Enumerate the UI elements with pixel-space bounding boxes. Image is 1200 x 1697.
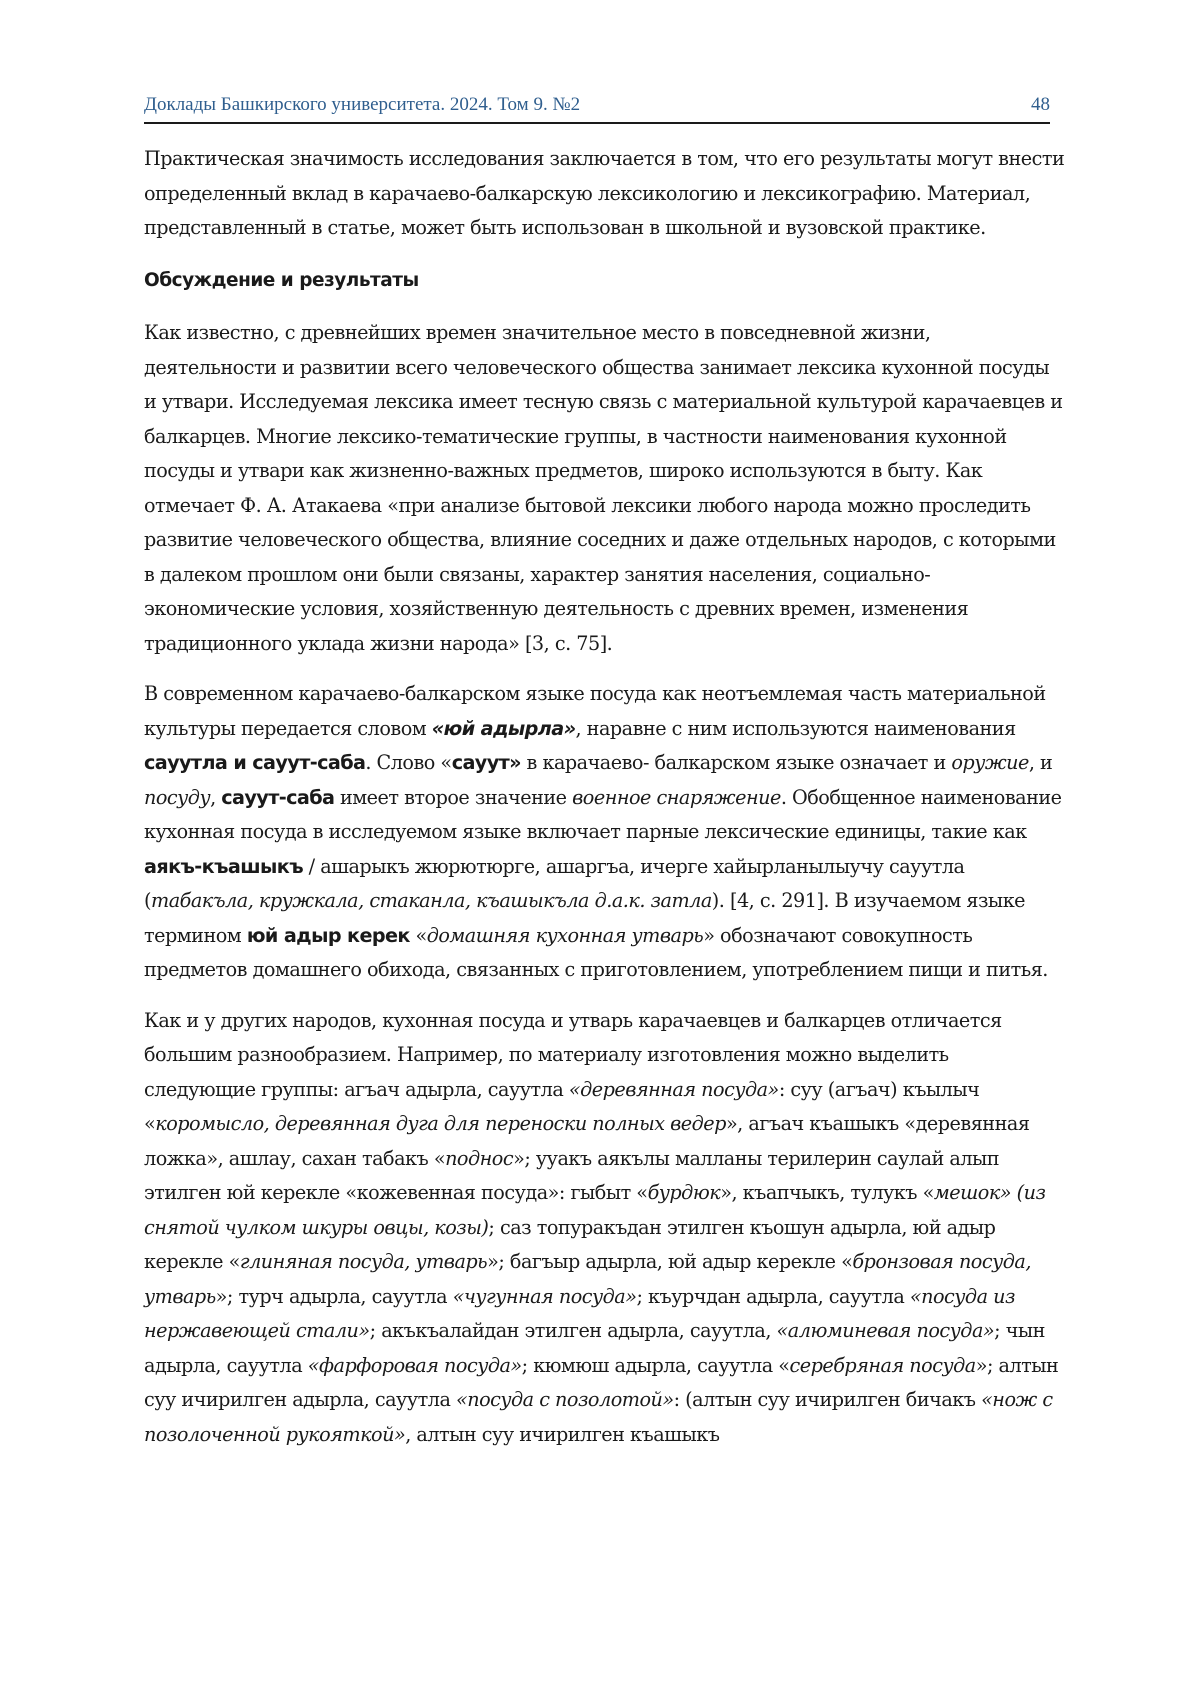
gloss: «посуда с позолотой» xyxy=(455,1388,674,1411)
text-run: : (алтын суу ичирилген бичакъ xyxy=(673,1388,982,1411)
text-run: / ашарыкъ жюрютюрге, ашаргъа, ичерге хайырланылыучу сауутла ( xyxy=(144,854,965,912)
text-run: ; саз топуракъдан этилген къошун адырла, юй адыр керекле « xyxy=(144,1215,996,1273)
text-run: », агъач къашыкъ «деревянная ложка», ашлау, сахан табакъ « xyxy=(144,1112,1030,1170)
text-run: имеет второе значение xyxy=(334,785,573,809)
term-sauut: сауут» xyxy=(451,751,521,774)
text-run: ). [4, с. 291]. В изучаемом языке термином xyxy=(144,889,1026,947)
gloss: поднос xyxy=(445,1146,514,1170)
gloss: бурдюк xyxy=(647,1181,721,1204)
paragraph-terms xyxy=(144,677,1065,988)
text-run: , наравне с ним используются наименования xyxy=(575,716,1016,740)
gloss: «посуда из нержавеющей стали» xyxy=(144,1284,1015,1342)
paragraph-practical-significance: Практическая значимость исследования заключается в том, что его результаты могут внести определенный вклад в карачаево-балкарскую лексикологию и лексикографию. Материал, представленный в статье, может быть использован в школьной и вузовской практике. xyxy=(144,147,1065,239)
gloss-domashnyaya: домашняя кухонная утварь xyxy=(426,923,704,947)
text-run: , xyxy=(210,785,222,809)
text-run: . Обобщенное наименование кухонная посуда в исследуемом языке включает парные лексические единицы, такие как xyxy=(144,785,1062,843)
gloss: глиняная посуда, утварь xyxy=(239,1250,488,1273)
gloss: «фарфоровая посуда» xyxy=(307,1353,522,1377)
page-number: 48 xyxy=(1031,94,1050,115)
text-run: . Слово « xyxy=(365,751,452,774)
article-body xyxy=(144,142,1065,1468)
gloss: серебряная посуда xyxy=(789,1353,976,1377)
gloss-oruzhie: оружие xyxy=(951,751,1029,774)
term-sauutla: сауутла и сауут-саба xyxy=(144,751,366,774)
gloss: бронзовая посуда, утварь xyxy=(144,1250,1031,1308)
text-run: , и xyxy=(1028,751,1053,774)
gloss-voennoe: военное снаряжение xyxy=(572,785,781,809)
text-run: »; багъыр адырла, юй адыр керекле « xyxy=(487,1250,853,1273)
journal-title: Доклады Башкирского университета. 2024. Том 9. №2 xyxy=(144,94,581,115)
section-heading: Обсуждение и результаты xyxy=(144,269,419,291)
running-header xyxy=(144,92,1050,124)
gloss: коромысло, деревянная дуга для переноски полных ведер xyxy=(155,1112,726,1135)
text-run: »; алтын суу ичирилген адырла, сауутла xyxy=(144,1353,1059,1411)
gloss: «нож с позолоченной рукояткой» xyxy=(144,1388,1053,1446)
text-run: »; турч адырла, сауутла xyxy=(215,1284,453,1308)
text-run: » обозначают совокупность предметов домашнего обихода, связанных с приготовлением, употреблением пищи и питья. xyxy=(144,923,1048,981)
paragraph-materials xyxy=(144,1004,1065,1453)
text-run: ; кюмюш адырла, сауутла « xyxy=(521,1353,790,1377)
text-run: : суу (агъач) къылыч « xyxy=(144,1077,980,1135)
text-run: , алтын суу ичирилген къашыкъ xyxy=(405,1422,720,1446)
term-sauut-saba: сауут-саба xyxy=(221,785,335,809)
text-run: »; ууакъ аякълы малланы терилерин саулай алып этилген юй керекле «кожевенная посуда»: гыбыт « xyxy=(144,1146,1000,1204)
text-run: ; акъкъалайдан этилген адырла, сауутла, xyxy=(369,1319,777,1342)
gloss: «деревянная посуда» xyxy=(568,1077,779,1101)
term-yuy-adyr-kerek: юй адыр керек xyxy=(246,923,410,947)
gloss: «чугунная посуда» xyxy=(452,1284,637,1308)
text-run: В современном карачаево-балкарском языке посуда как неотъемлемая часть материальной культуры передается словом xyxy=(144,682,1046,740)
term-yuy-adyrla: «юй адырла» xyxy=(431,716,576,740)
text-run: ; къурчдан адырла, сауутла xyxy=(636,1284,910,1308)
term-ayak-kashyk: аякъ-къашыкъ xyxy=(144,854,304,878)
gloss: «алюминевая посуда» xyxy=(776,1319,995,1342)
gloss-tabakla: табакъла, кружкала, стаканла, къашыкъла д.а.к. затла xyxy=(151,889,712,912)
gloss-posudu: посуду xyxy=(144,785,211,809)
text-run: ; чын адырла, сауутла xyxy=(144,1319,1045,1377)
gloss: мешок» (из снятой чулком шкуры овцы, козы) xyxy=(144,1181,1046,1239)
paragraph-introduction: Как известно, с древнейших времен значительное место в повседневной жизни, деятельности и развитии всего человеческого общества занимает лексика кухонной посуды и утвари. Исследуемая лексика имеет тесную связь с материальной культурой карачаевцев и балкарцев. Многие лексико-тематические группы, в частности наименования кухонной посуды и утвари как жизненно-важных предметов, широко используются в быту. Как отмечает Ф. А. Атакаева «при анализе бытовой лексики любого народа можно проследить развитие человеческого общества, влияние соседних и даже отдельных народов, с которыми в далеком прошлом они были связаны, характер занятия населения, социально-экономические условия, хозяйственную деятельность с древних времен, изменения традиционного уклада жизни народа» [3, с. 75]. xyxy=(144,321,1063,655)
text-run: в карачаево- балкарском языке означает и xyxy=(520,751,952,774)
text-run: « xyxy=(409,923,427,947)
text-run: », къапчыкъ, тулукъ « xyxy=(720,1181,934,1204)
text-run: Как и у других народов, кухонная посуда и утварь карачаевцев и балкарцев отличается большим разнообразием. Например, по материалу изготовления можно выделить следующие группы: агъач адырла, сауутла xyxy=(144,1008,1002,1101)
